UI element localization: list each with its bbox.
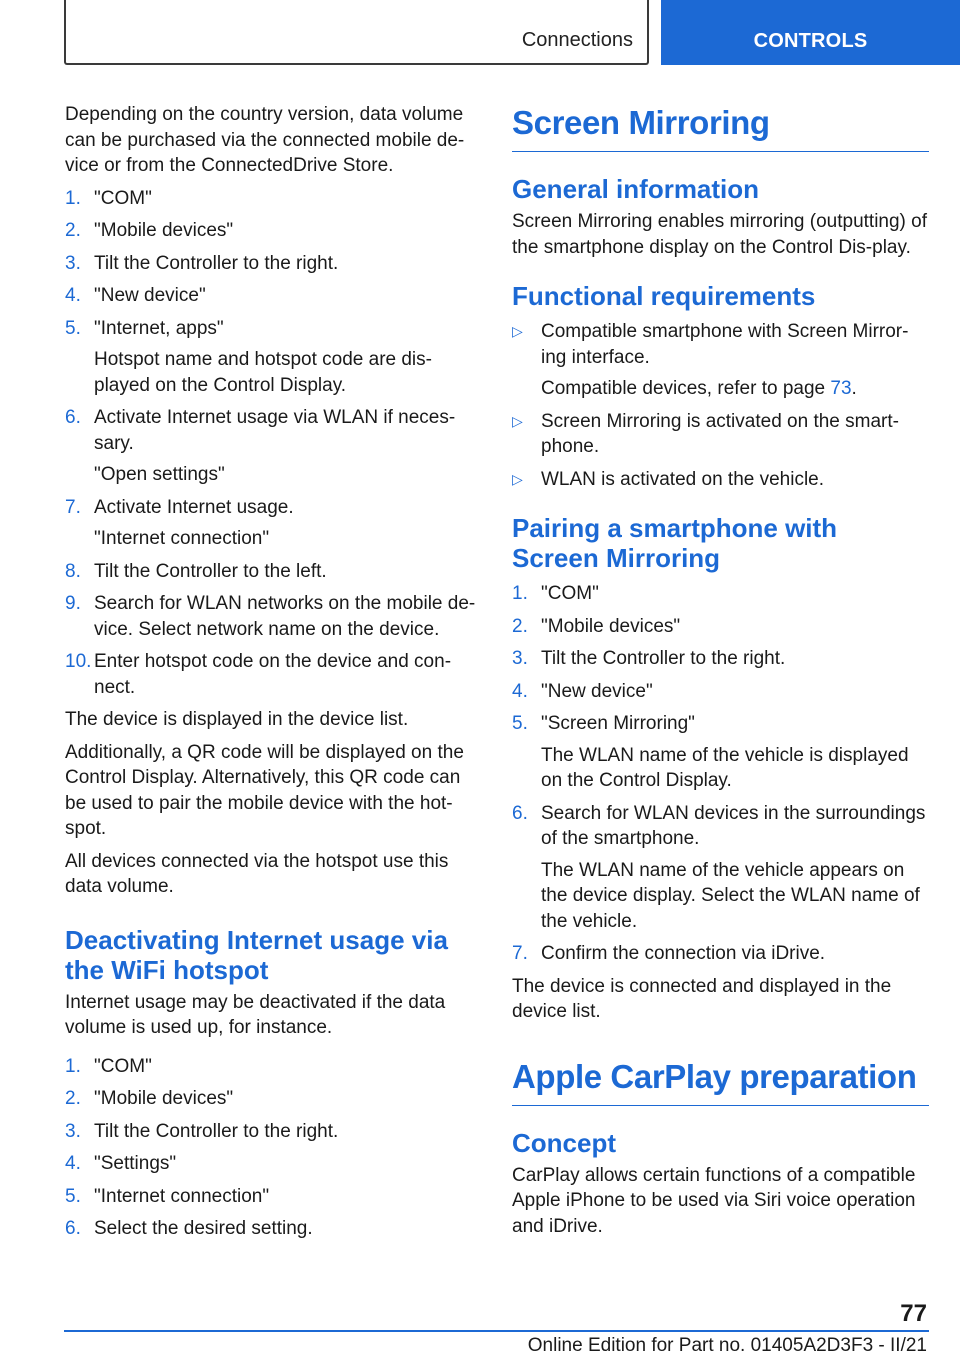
bullet-text: Compatible smartphone with Screen Mirror-ing interface. [541,321,909,368]
header-section-tab [64,0,649,65]
left-column [65,102,480,1249]
step-subtext: The WLAN name of the vehicle appears on the device display. Select the WLAN name of the vehicle. [541,859,920,932]
requirements-list [512,319,929,492]
list-item [65,1151,480,1177]
step-number: 5. [65,317,81,339]
intro-paragraph: Depending on the country version, data volume can be purchased via the connected mobile de-vice or from the ConnectedDrive Store. [65,104,465,176]
step-number: 4. [512,680,528,702]
step-text: Confirm the connection via iDrive. [541,943,826,964]
step-number: 7. [65,496,81,518]
page-reference-link[interactable]: 73 [830,378,852,399]
triangle-bullet-icon: ▷ [512,323,523,339]
list-item [512,711,929,794]
step-number: 6. [65,407,81,428]
step-number: 3. [65,252,81,274]
body-paragraph: The device is connected and displayed in the device list. [512,975,892,1022]
bullet-subtext-pre: Compatible devices, refer to page [541,378,831,399]
step-number: 6. [512,802,528,824]
list-item [512,614,929,640]
pairing-steps-list [512,581,929,967]
step-text: "Internet connection" [94,1185,270,1207]
body-paragraph: Internet usage may be deactivated if the data volume is used up, for instance. [65,991,446,1038]
right-column [512,102,929,1246]
page-number: 77 [900,1300,927,1327]
step-text: Search for WLAN networks on the mobile de-vice. Select network name on the device. [94,593,476,640]
list-item [65,649,480,700]
step-text: Tilt the Controller to the right. [541,648,786,669]
list-item [65,559,480,585]
footer-edition: Online Edition for Part no. 01405A2D3F3 - II/21 [527,1335,927,1356]
step-text: Select the desired setting. [94,1218,313,1239]
body-paragraph: Screen Mirroring enables mirroring (outputting) of the smartphone display on the Control Dis-play. [512,211,928,258]
list-item [65,591,480,642]
step-number: 2. [65,1088,81,1109]
step-text: "New device" [541,680,653,702]
list-item [512,941,929,967]
step-number: 10. [65,651,92,672]
step-number: 3. [512,648,528,669]
bullet-subtext-post: . [851,378,857,399]
step-text: "Settings" [94,1153,177,1174]
page-title-carplay: Apple CarPlay preparation [512,1058,929,1106]
triangle-bullet-icon: ▷ [512,470,523,487]
list-item [65,316,480,399]
bullet-text: WLAN is activated on the vehicle. [541,468,825,490]
step-number: 4. [65,285,81,306]
step-number: 2. [512,615,528,637]
step-text: Enter hotspot code on the device and con-nect. [94,651,452,698]
section-heading-requirements: Functional requirements [512,281,816,311]
step-text: Activate Internet usage via WLAN if neces-sary. [94,407,456,454]
list-item [65,1184,480,1210]
list-item [512,646,929,672]
step-number: 8. [65,560,81,582]
step-subtext: Hotspot name and hotspot code are dis-played on the Control Display. [94,349,432,396]
body-paragraph: Additionally, a QR code will be displayed on the Control Display. Alternatively, this QR code can be used to pair the mobile device with the hot-spot. [65,741,464,839]
step-text: Activate Internet usage. [94,496,294,518]
list-item [512,467,929,493]
list-item [65,283,480,309]
section-heading-pairing: Pairing a smartphone with Screen Mirroring [512,513,838,573]
step-text: Search for WLAN devices in the surroundings of the smartphone. [541,802,926,849]
bullet-text: Screen Mirroring is activated on the smart-phone. [541,410,899,457]
list-item [65,1054,480,1080]
page-title-screen-mirroring: Screen Mirroring [512,104,929,152]
step-number: 7. [512,943,528,964]
step-text: "Mobile devices" [94,1088,234,1109]
step-text: "New device" [94,285,206,306]
step-text: "COM" [94,187,152,209]
footer-divider [64,1330,929,1332]
header-chapter-tab [661,0,960,65]
list-item [65,218,480,244]
list-item [65,1216,480,1242]
bullet-subtext [541,376,929,402]
list-item [65,495,480,552]
step-subtext: "Internet connection" [94,528,270,549]
step-number: 1. [65,187,81,209]
section-heading-general: General information [512,174,760,204]
section-heading-concept: Concept [512,1127,616,1158]
body-paragraph: CarPlay allows certain functions of a compatible Apple iPhone to be used via Siri voice operation and iDrive. [512,1164,916,1237]
list-item [65,1086,480,1112]
step-number: 4. [65,1153,81,1174]
list-item [512,801,929,935]
body-paragraph: The device is displayed in the device list. [65,709,409,730]
list-item [512,581,929,607]
step-text: "Mobile devices" [541,615,681,637]
deactivate-steps-list [65,1054,480,1242]
step-number: 1. [65,1055,81,1077]
step-text: "Screen Mirroring" [541,713,695,734]
step-text: "Internet, apps" [94,317,224,339]
list-item [512,409,929,460]
list-item [65,186,480,212]
step-text: "COM" [94,1055,152,1077]
list-item [65,251,480,277]
header-chapter-label: CONTROLS [753,30,868,52]
header-section-label: Connections [521,29,633,51]
list-item [65,405,480,488]
body-paragraph: All devices connected via the hotspot use this data volume. [65,850,449,897]
step-text: Tilt the Controller to the right. [94,252,339,274]
step-text: "Mobile devices" [94,220,234,241]
step-text: Tilt the Controller to the right. [94,1120,339,1142]
step-number: 2. [65,220,81,241]
section-heading-deactivate: Deactivating Internet usage via the WiFi hotspot [65,924,448,985]
step-text: Tilt the Controller to the left. [94,560,327,582]
step-text: "COM" [541,583,599,604]
step-number: 6. [65,1218,81,1239]
step-number: 1. [512,583,528,604]
step-number: 3. [65,1120,81,1142]
step-number: 5. [65,1185,81,1207]
step-subtext: The WLAN name of the vehicle is displayed on the Control Display. [541,744,909,791]
list-item [512,679,929,705]
triangle-bullet-icon: ▷ [512,412,523,429]
list-item [65,1119,480,1145]
list-item [512,319,929,402]
step-number: 9. [65,593,81,614]
step-subtext: "Open settings" [94,464,225,485]
step-number: 5. [512,713,528,734]
hotspot-steps-list [65,186,480,701]
